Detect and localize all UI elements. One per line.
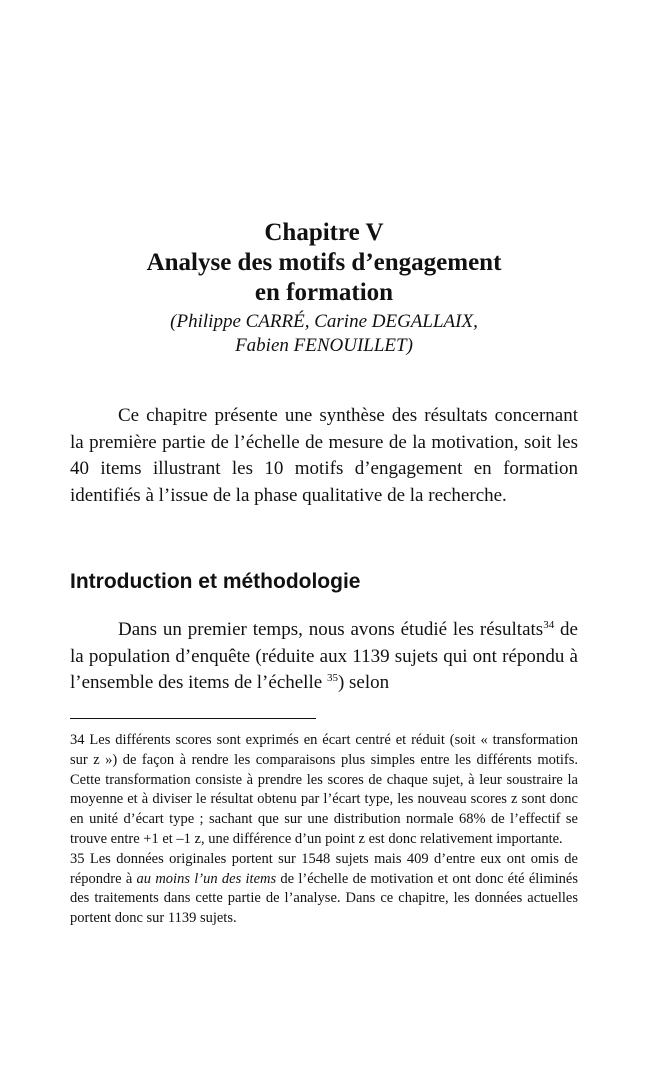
chapter-title-line-2: en formation [254, 279, 394, 306]
footnote-35-text-1: 35 Les données originales portent sur 1548 sujets mais 409 d’entre eux ont omis de répondre à [70, 850, 578, 887]
intro-paragraph: Ce chapitre présente une synthèse des résultats concernant la première partie de l’échelle de mesure de la motivation, soit les 40 items illustrant les 10 motifs d’engagement en formation identifiés à l’issue de la phase qualitative de la recherche. [70, 405, 578, 506]
footnote-35 [70, 850, 578, 929]
body-paragraph [70, 617, 578, 697]
footnote-ref-34[interactable]: 34 [543, 619, 555, 631]
footnote-35-text-2: de l’échelle de motivation et ont donc été éliminés des traitements dans cette partie de l’analyse. Dans ce chapitre, les données actuelles portent donc sur 1139 sujets. [70, 870, 578, 927]
footnotes [70, 731, 578, 929]
body-text-part-3: ) selon [337, 672, 390, 693]
chapter-title [70, 218, 578, 308]
footnote-divider [70, 718, 316, 719]
book-page [70, 0, 578, 1084]
authors-line-1: (Philippe CARRÉ, Carine DEGALLAIX, [170, 311, 478, 332]
section-heading: Introduction et méthodologie [70, 570, 361, 593]
footnote-34: 34 Les différents scores sont exprimés en écart centré et réduit (soit « transformation sur z ») de façon à rendre les comparaisons plus simples entre les différents motifs. Cette transformation consiste à prendre les scores de chaque sujet, à leur soustraire la moyenne et à diviser le résultat obtenu par l’écart type, les nouveau scores z sont donc en unité d’écart type ; sachant que sur une distribution normale 68% de l’effectif se trouve entre +1 et –1 z, une différence d’un point z est donc relativement importante. [70, 732, 578, 847]
chapter-authors [70, 310, 578, 358]
body-text-part-1: Dans un premier temps, nous avons étudié les résultats [118, 619, 544, 640]
body-text-part-2: de la population d’enquête (réduite aux 1139 sujets qui ont répondu à l’ensemble des items de l’échelle [70, 619, 578, 693]
chapter-title-line-1: Analyse des motifs d’engagement [146, 249, 502, 276]
authors-line-2: Fabien FENOUILLET) [235, 335, 413, 356]
chapter-header [70, 218, 578, 358]
footnote-35-emphasis: au moins l’un des items [136, 870, 277, 887]
chapter-number: Chapitre V [264, 219, 384, 246]
footnote-ref-35[interactable]: 35 [326, 672, 338, 684]
